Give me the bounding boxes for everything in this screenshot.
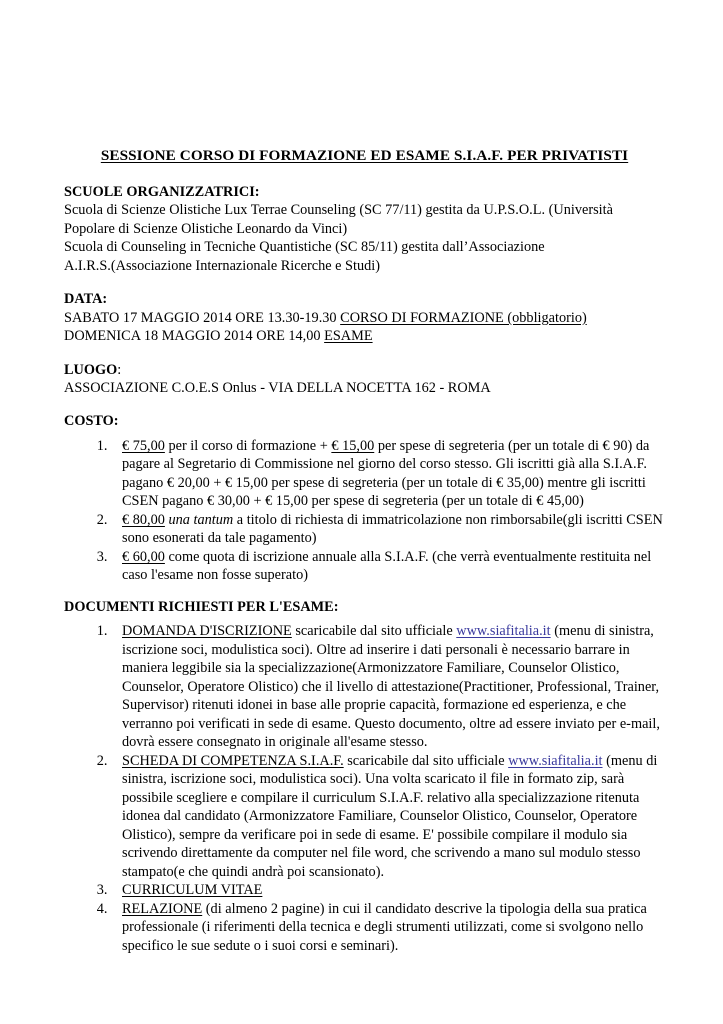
spacer	[64, 346, 665, 361]
costo-item-1-rest: per spese di segreteria (per un totale di € 90) da pagare al Segretario di Commissione nel giorno del corso stesso. Gli iscritti già alla S.I.A.F. pagano € 20,00 + € 15,00 per spese di segreteria (per un totale di € 35,00) mentre gli iscritti CSEN pagano € 30,00 + € 15,00 per spese di segreteria (per un totale di € 45,00)	[122, 437, 650, 510]
documenti-item-4-label: RELAZIONE	[122, 900, 203, 917]
documenti-item-1-label: DOMANDA D'ISCRIZIONE	[122, 623, 292, 640]
list-item	[111, 622, 665, 752]
costo-item-2-amount-1: € 80,00	[122, 511, 165, 528]
spacer	[64, 397, 665, 412]
costo-item-1-mid: per il corso di formazione +	[164, 437, 332, 454]
list-item	[111, 511, 665, 548]
siafitalia-link[interactable]: www.siafitalia.it	[508, 752, 603, 769]
siafitalia-link[interactable]: www.siafitalia.it	[456, 623, 551, 640]
scuole-line-2: Popolare di Scienze Olistiche Leonardo da Vinci)	[64, 220, 348, 237]
costo-item-2-rest: a titolo di richiesta di immatricolazione non rimborsabile(gli iscritti CSEN sono esonerati da tale pagamento)	[122, 511, 663, 547]
costo-item-1-amount-2: € 15,00	[331, 437, 375, 454]
scuole-line-3: Scuola di Counseling in Tecniche Quantistiche (SC 85/11) gestita dall’Associazione	[64, 239, 545, 256]
spacer	[64, 275, 665, 290]
data-line-1	[64, 309, 665, 327]
section-heading-luogo	[64, 361, 665, 379]
list-item	[111, 881, 665, 900]
costo-item-2-italic: una tantum	[164, 511, 234, 528]
scuole-line-1: Scuola di Scienze Olistiche Lux Terrae Counseling (SC 77/11) gestita da U.P.S.O.L. (Università	[64, 202, 613, 219]
data-line-1-underlined: CORSO DI FORMAZIONE (obbligatorio)	[340, 309, 587, 326]
data-line-2-underlined: ESAME	[324, 328, 373, 345]
data-line-2	[64, 327, 665, 345]
documenti-item-3-label: CURRICULUM VITAE	[122, 882, 263, 899]
documenti-item-2-mid: scaricabile dal sito ufficiale	[343, 752, 509, 769]
documenti-item-4-rest: (di almeno 2 pagine) in cui il candidato descrive la tipologia della sua pratica professionale (i riferimenti della tecnica e degli strumenti utilizzati, come si svolgono nello specifico le sue sedute o i suoi corsi e seminari).	[122, 900, 647, 954]
spacer	[64, 585, 665, 598]
section-heading-luogo-text: LUOGO	[64, 361, 118, 378]
costo-item-3-rest: come quota di iscrizione annuale alla S.I.A.F. (che verrà eventualmente restituita nel caso l'esame non fosse superato)	[122, 548, 652, 584]
section-heading-costo: COSTO:	[64, 413, 119, 430]
documenti-list	[64, 622, 665, 955]
page-title	[64, 147, 665, 164]
documenti-item-2-label: SCHEDA DI COMPETENZA S.I.A.F.	[122, 752, 344, 769]
section-heading-documenti: DOCUMENTI RICHIESTI PER L'ESAME:	[64, 598, 339, 615]
documenti-item-1-mid: scaricabile dal sito ufficiale	[291, 623, 457, 640]
list-item	[111, 752, 665, 882]
scuole-line-4: A.I.R.S.(Associazione Internazionale Ricerche e Studi)	[64, 257, 381, 274]
section-heading-luogo-colon: :	[117, 361, 122, 378]
costo-list	[64, 437, 665, 585]
list-item	[111, 900, 665, 956]
list-item	[111, 437, 665, 511]
data-line-2-prefix: DOMENICA 18 MAGGIO 2014 ORE 14,00	[64, 328, 325, 345]
costo-item-3-amount-1: € 60,00	[122, 548, 165, 565]
section-heading-data: DATA:	[64, 291, 108, 308]
data-line-1-prefix: SABATO 17 MAGGIO 2014 ORE 13.30-19.30	[64, 309, 341, 326]
documenti-item-1-rest: (menu di sinistra, iscrizione soci, modulistica soci). Oltre ad inserire i dati personali è necessario barrare in maniera leggibile sia la specializzazione(Armonizzatore Familiare, Counselor Olistico, Counselor, Operatore Olistico) che il livello di attestazione(Practitioner, Professional, Trainer, Supervisor) ritenuti idonei in base alle proprie capacità, formazione ed esperienza, e che verranno poi verificati in sede di esame. Questo documento, oltre ad essere inviato per e-mail, dovrà essere consegnato in originale all'esame stesso.	[122, 623, 660, 751]
costo-item-1-amount-1: € 75,00	[122, 437, 165, 454]
page-title-text: SESSIONE CORSO DI FORMAZIONE ED ESAME S.I.A.F. PER PRIVATISTI	[100, 147, 629, 164]
luogo-line-1: ASSOCIAZIONE C.O.E.S Onlus - VIA DELLA NOCETTA 162 - ROMA	[64, 379, 491, 396]
list-item	[111, 548, 665, 585]
section-heading-scuole: SCUOLE ORGANIZZATRICI:	[64, 184, 260, 201]
documenti-item-2-rest: (menu di sinistra, iscrizione soci, modulistica soci). Una volta scaricato il file in formato zip, sarà possibile scegliere e compilare il curriculum S.I.A.F. relativo alla specializzazione ritenuta idonea dal candidato (Armonizzatore Familiare, Counselor Olistico, Counselor, Operatore Olistico), sempre da verificare poi in sede di esame. E' possibile compilare il modulo sia scrivendo direttamente da computer nel file word, che scrivendo a mano sul modulo stesso stampato(e che quindi andrà poi scansionato).	[122, 752, 658, 880]
